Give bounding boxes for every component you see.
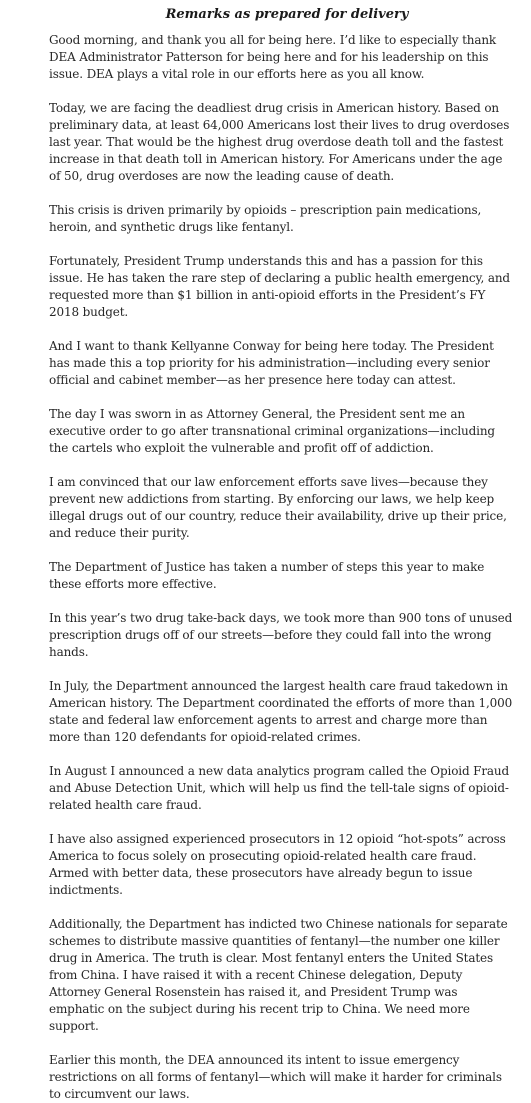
paragraph-2: Today, we are facing the deadliest drug crisis in American history. Based on preliminary data, at least 64,000 Americans lost their lives to drug overdoses last year. That would be the highest drug overdose death toll and the fastest increase in that death toll in American history. For Americans under the age of 50, drug overdoses are now the leading cause of death. bbox=[49, 101, 510, 183]
paragraph-12: I have also assigned experienced prosecutors in 12 opioid “hot-spots” across America to focus solely on prosecuting opioid-related health care fraud. Armed with better data, these prosecutors have already begun to issue indictments. bbox=[49, 832, 506, 897]
paragraph-14: Earlier this month, the DEA announced its intent to issue emergency restrictions on all forms of fentanyl—which will make it harder for criminals to circumvent our laws. bbox=[49, 1053, 502, 1101]
paragraph-9: In this year’s two drug take-back days, we took more than 900 tons of unused prescription drugs off of our streets—before they could fall into the wrong hands. bbox=[49, 611, 513, 659]
paragraph-10: In July, the Department announced the largest health care fraud takedown in American history. The Department coordinated the efforts of more than 1,000 state and federal law enforcement agents to arrest and charge more than more than 120 defendants for opioid-related crimes. bbox=[49, 679, 513, 744]
paragraph-3: This crisis is driven primarily by opioids – prescription pain medications, heroin, and synthetic drugs like fentanyl. bbox=[49, 203, 482, 234]
paragraph-13: Additionally, the Department has indicted two Chinese nationals for separate schemes to distribute massive quantities of fentanyl—the number one killer drug in America. The truth is clear. Most fentanyl enters the United States from China. I have raised it with a recent Chinese delegation, Deputy Attorney General Rosenstein has raised it, and President Trump was emphatic on the subject during his recent trip to China. We need more support. bbox=[49, 917, 508, 1033]
paragraph-6: The day I was sworn in as Attorney General, the President sent me an executive order to go after transnational criminal organizations—including the cartels who exploit the vulnerable and profit off of addiction. bbox=[49, 407, 495, 455]
paragraph-1: Good morning, and thank you all for being here. I’d like to especially thank DEA Administrator Patterson for being here and for his leadership on this issue. DEA plays a vital role in our efforts here as you all know. bbox=[49, 33, 497, 81]
paragraph-7: I am convinced that our law enforcement efforts save lives—because they prevent new addictions from starting. By enforcing our laws, we help keep illegal drugs out of our country, reduce their availability, drive up their price, and reduce their purity. bbox=[49, 475, 507, 540]
paragraph-8: The Department of Justice has taken a number of steps this year to make these efforts more effective. bbox=[49, 560, 485, 591]
paragraph-11: In August I announced a new data analytics program called the Opioid Fraud and Abuse Detection Unit, which will help us find the tell-tale signs of opioid-related health care fraud. bbox=[49, 764, 510, 812]
document-title: Remarks as prepared for delivery bbox=[165, 7, 409, 22]
paragraph-5: And I want to thank Kellyanne Conway for being here today. The President has made this a top priority for his administration—including every senior official and cabinet member—as her presence here today can attest. bbox=[49, 339, 494, 387]
paragraph-4: Fortunately, President Trump understands this and has a passion for this issue. He has taken the rare step of declaring a public health emergency, and requested more than $1 billion in anti-opioid efforts in the President’s FY 2018 budget. bbox=[49, 254, 510, 319]
